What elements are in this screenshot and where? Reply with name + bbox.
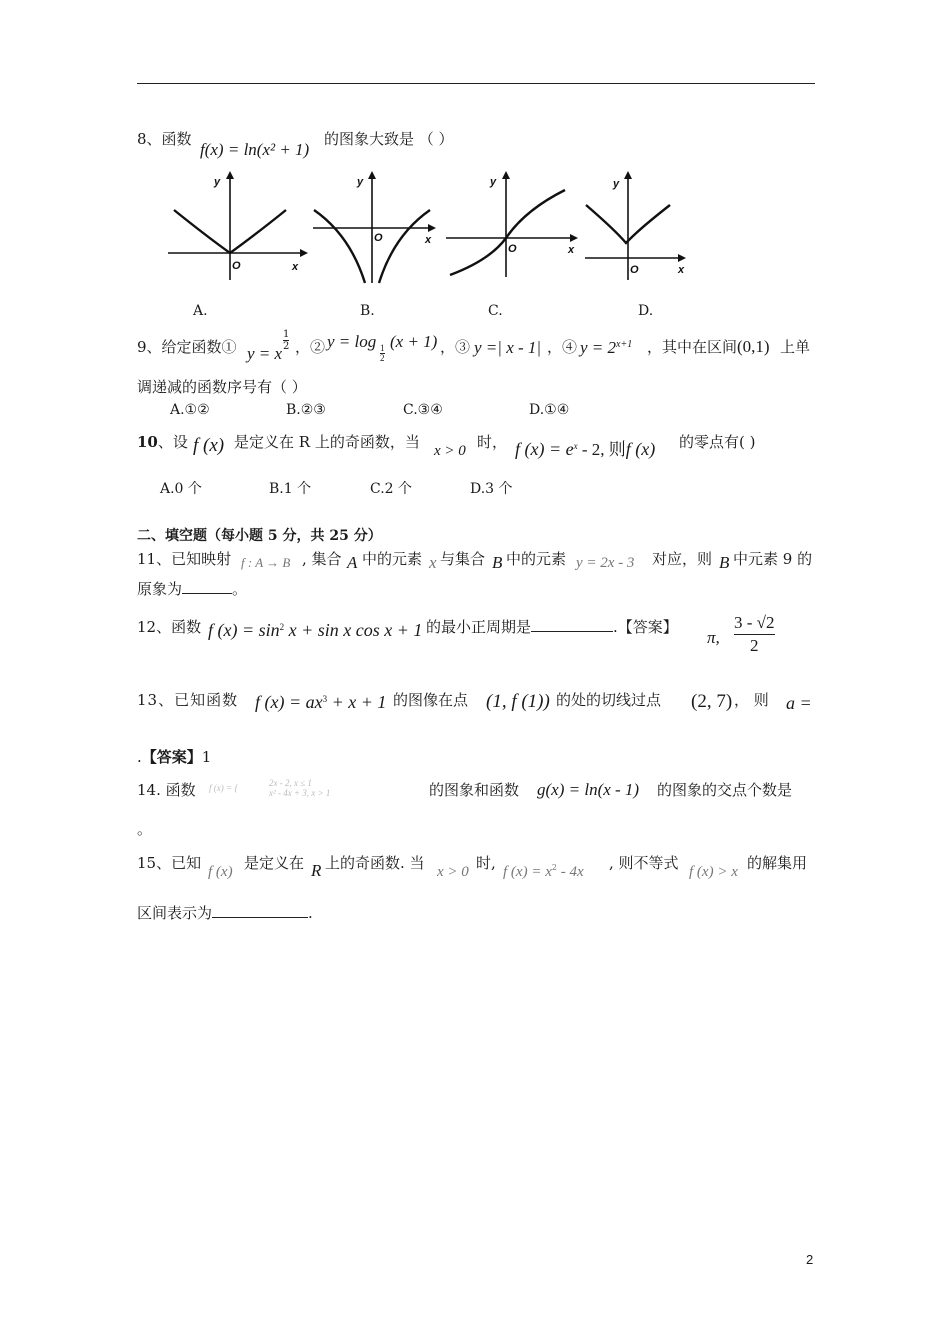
- q9-sep2: [295, 336, 325, 357]
- q14-piecewise: [209, 777, 427, 799]
- q9-line2-text: 调递减的函数序号有（ ）: [137, 378, 307, 396]
- q8-stem: [137, 128, 192, 149]
- q11-map: [241, 553, 290, 571]
- q10-option-a[interactable]: A.0 个: [160, 481, 202, 497]
- q9-suffix: [647, 336, 737, 357]
- q9-f2-base-den: 2: [380, 353, 385, 363]
- q12-ans-pi: π,: [707, 628, 720, 647]
- graph-a-origin: O: [232, 260, 241, 272]
- q13-line1: [137, 689, 238, 710]
- q9-f4: [580, 338, 632, 358]
- q11-y-text: y = 2x - 3: [576, 555, 635, 571]
- q8-prefix: 8、函数: [137, 130, 192, 148]
- q15-R-text: R: [311, 861, 322, 880]
- graph-d-x-label: x: [678, 264, 685, 276]
- q15-t3: [325, 852, 425, 873]
- q13-pt2: [691, 691, 732, 713]
- q9-f1: [247, 344, 282, 364]
- q13-pt2-text: (2, 7): [691, 691, 733, 712]
- page-number: 2: [806, 1252, 814, 1267]
- q10-def-exp: x: [573, 441, 578, 451]
- graph-c: [446, 171, 578, 277]
- q15-line2-text: 区间表示为: [137, 904, 213, 922]
- graph-d-y-label: y: [613, 178, 620, 190]
- q15-t2: [244, 852, 304, 873]
- q14-piece-line2: x² - 4x + 3, x > 1: [269, 788, 331, 798]
- q13-answer-label: 【答案】: [141, 748, 202, 766]
- q9-suffix2-text: 上单: [780, 338, 811, 356]
- q15-line2: [137, 902, 313, 923]
- q15-R: [311, 861, 321, 881]
- q12-t2-text: 的最小正周期是: [426, 618, 532, 636]
- q11-line2-text: 原象为: [137, 580, 183, 598]
- q11-t7-text: 中元素 9 的: [733, 550, 813, 568]
- q11-t6: [652, 548, 712, 569]
- q13-t3-text: 的处的切线过点: [556, 691, 662, 709]
- q14-t3-text: 的图象的交点个数是: [657, 781, 793, 799]
- q14-g-text: g(x) = ln(x - 1): [537, 780, 640, 799]
- q11-t4-text: 与集合: [440, 550, 486, 568]
- q9-option-c[interactable]: C.③④: [403, 402, 443, 418]
- q10-text3: [477, 431, 507, 452]
- q9-f3: [474, 338, 541, 358]
- q8-suffix-text: 的图象大致是 （ ）: [324, 130, 454, 148]
- q10-def-text: f (x) = e: [515, 439, 574, 459]
- q11-line2: [137, 578, 247, 599]
- q12-t1: 12、函数: [137, 618, 202, 636]
- graph-b-origin: O: [374, 232, 383, 244]
- q13-f-rest: + x + 1: [327, 692, 387, 712]
- q10-fx: [193, 435, 224, 457]
- graph-a-x-label: x: [292, 261, 299, 273]
- graph-c-origin: O: [508, 243, 517, 255]
- q9-f1-text: y = x: [247, 344, 283, 363]
- q11-t1: 11、已知映射: [137, 550, 232, 568]
- q12-t2: [426, 616, 678, 637]
- q8-formula-text: f(x) = ln(x² + 1): [200, 140, 310, 159]
- q11-map-text: f : A → B: [241, 555, 291, 570]
- q15-t5: [609, 852, 679, 873]
- header-rule: [137, 83, 815, 84]
- graph-a: [168, 171, 308, 280]
- q9-interval: [737, 337, 770, 357]
- q15-fx-text: f (x): [208, 864, 233, 880]
- q13-t2-text: 的图像在点: [393, 691, 469, 709]
- section2-title: 二、填空题（每小题 5 分，共 25 分）: [137, 528, 382, 544]
- q10-option-d[interactable]: D.3 个: [470, 481, 513, 497]
- q9-f4-exp: x+1: [616, 339, 633, 350]
- q9-option-a[interactable]: A.①②: [170, 402, 210, 418]
- q11-y: [576, 553, 634, 572]
- q8-graphs: [160, 165, 720, 290]
- graph-c-x-label: x: [568, 244, 575, 256]
- q9-f2: [327, 332, 376, 352]
- q9-f2-base: [380, 344, 385, 363]
- q13-dot: .: [137, 748, 142, 766]
- q15-def-rest: - 4x: [556, 864, 584, 880]
- graph-d: [585, 171, 686, 280]
- q9-suffix2: [780, 336, 810, 357]
- q12-f-exp: 2: [279, 622, 285, 632]
- q15-ineq-text: f (x) > x: [689, 864, 738, 880]
- q11-A: [347, 553, 357, 573]
- q10-cond-text: x > 0: [434, 443, 466, 459]
- q12-line1: [137, 616, 201, 637]
- q9-line1: [137, 336, 237, 357]
- q14-t2-text: 的图象和函数: [429, 781, 520, 799]
- q10-text2: [234, 431, 420, 452]
- q8-formula: [200, 140, 309, 160]
- q9-f2-base-num: 1: [380, 343, 385, 353]
- q9-f3-text: y =| x - 1|: [474, 338, 542, 357]
- q13-t3: [556, 689, 661, 710]
- q12-f: [208, 620, 422, 641]
- q15-t1: 15、已知: [137, 854, 202, 872]
- q9-sep2-text: ，②: [295, 338, 326, 356]
- q15-t3-text: 上的奇函数. 当: [325, 854, 425, 872]
- q11-t3: [362, 548, 422, 569]
- q11-t4: [440, 548, 485, 569]
- graph-b: [313, 171, 436, 283]
- q13-f: [255, 692, 386, 713]
- q11-line1: [137, 548, 231, 569]
- q9-sep4: [547, 336, 577, 357]
- q12-answer-blank[interactable]: [531, 617, 613, 632]
- q14-end-text: 。: [137, 820, 153, 838]
- q10-cond: [434, 441, 466, 460]
- q10-def: [515, 435, 655, 460]
- q9-option-d[interactable]: D.①④: [529, 402, 570, 418]
- q15-def-exp: 2: [551, 863, 557, 872]
- q9-line2: [137, 376, 307, 397]
- graph-d-origin: O: [630, 264, 639, 276]
- q9-suffix-text: ，其中在区间: [647, 338, 738, 356]
- q10-text3-text: 时，: [477, 433, 508, 451]
- q12-t3-text: .【答案】: [613, 618, 678, 636]
- q9-f2-text: y = log: [327, 332, 377, 351]
- q10-num: 10: [137, 433, 158, 451]
- q9-f1-exp-den: 2: [283, 341, 290, 352]
- q13-pt: [486, 691, 550, 713]
- q11-end: 。: [232, 580, 248, 598]
- q11-B-text: B: [492, 553, 503, 572]
- q12-f-text: f (x) = sin: [208, 620, 280, 640]
- q15-t5-text: , 则不等式: [609, 854, 679, 872]
- q9-sep3: [440, 336, 470, 357]
- q9-sep4-text: ，④: [547, 338, 578, 356]
- q13-answer-value: 1: [201, 748, 212, 766]
- q13-t2: [393, 689, 468, 710]
- q15-t6-text: 的解集用: [747, 854, 808, 872]
- q15-cond: [437, 862, 469, 881]
- q14-end: [137, 818, 152, 839]
- q8-option-a[interactable]: A.: [193, 303, 208, 319]
- graph-a-y-label: y: [214, 176, 221, 188]
- q11-t5: [506, 548, 566, 569]
- q11-B: [492, 553, 502, 573]
- q11-t7: [733, 548, 812, 569]
- q12-answer: [707, 628, 720, 648]
- q14-t3: [657, 779, 792, 800]
- q13-a: [786, 693, 812, 714]
- q15-end: .: [308, 904, 313, 922]
- q11-t6-text: 对应，则: [652, 550, 713, 568]
- q14-line1: [137, 779, 196, 800]
- q13-t1: 13、已知函数: [137, 691, 239, 709]
- q13-t4: [734, 689, 769, 710]
- q11-answer-blank[interactable]: [182, 579, 232, 594]
- q10-text1: 、设: [157, 433, 188, 451]
- q9-f1-exp-num: 1: [283, 329, 290, 340]
- q15-t4: [476, 852, 496, 873]
- q9-option-b[interactable]: B.②③: [286, 402, 326, 418]
- q14-g: [537, 780, 639, 800]
- q11-t2: [302, 548, 342, 569]
- q11-x-text: x: [429, 553, 437, 572]
- q13-t4-text: ， 则: [734, 691, 769, 709]
- q12-ans-den: 2: [734, 634, 775, 657]
- q8-suffix: [324, 128, 454, 149]
- q9-f1-exp: [283, 329, 289, 352]
- q15-cond-text: x > 0: [437, 864, 469, 880]
- q15-def-text: f (x) = x: [503, 864, 552, 880]
- q15-line1: [137, 852, 201, 873]
- q10-text4-text: 的零点有( ): [679, 433, 756, 451]
- q11-t2-text: , 集合: [302, 550, 342, 568]
- q15-answer-blank[interactable]: [212, 903, 308, 918]
- q13-a-text: a =: [786, 693, 812, 713]
- q8-option-d[interactable]: D.: [638, 303, 654, 319]
- q10-text4: [679, 431, 755, 452]
- q9-sep3-text: ，③: [440, 338, 471, 356]
- q14-t2: [429, 779, 519, 800]
- q15-def: [503, 862, 584, 881]
- q15-t6: [747, 852, 807, 873]
- q15-ineq: [689, 862, 738, 881]
- q10-fx2: f (x): [625, 439, 656, 459]
- q15-fx: [208, 862, 233, 881]
- q12-f-rest: x + sin x cos x + 1: [284, 620, 423, 640]
- q8-option-c[interactable]: C.: [488, 303, 503, 319]
- q8-option-b[interactable]: B.: [360, 303, 375, 319]
- q10-line1: [137, 431, 188, 452]
- q9-f2-arg-text: (x + 1): [390, 332, 438, 351]
- q12-fraction: [734, 612, 775, 657]
- q9-interval-text: (0,1): [737, 337, 770, 356]
- q14-piece-label: f (x) = {: [209, 783, 238, 793]
- q15-t4-text: 时,: [476, 854, 496, 872]
- q10-text2-text: 是定义在 R 上的奇函数，当: [234, 433, 420, 451]
- q10-fx-text: f (x): [193, 435, 225, 456]
- q11-t5-text: 中的元素: [506, 550, 567, 568]
- q11-B2: [719, 553, 729, 573]
- q12-ans-num: 3 - √2: [734, 613, 775, 632]
- q13-line2: [137, 746, 211, 767]
- graph-b-x-label: x: [425, 234, 432, 246]
- q13-pt-text: (1, f (1)): [486, 691, 550, 712]
- q10-option-c[interactable]: C.2 个: [370, 481, 413, 497]
- q9-prefix: 9、给定函数①: [137, 338, 237, 356]
- graph-b-y-label: y: [357, 176, 364, 188]
- q10-option-b[interactable]: B.1 个: [269, 481, 312, 497]
- q14-piece-line1: 2x - 2, x ≤ 1: [269, 778, 312, 788]
- q9-f2-arg: [390, 332, 437, 352]
- q11-B2-text: B: [719, 553, 730, 572]
- q13-f-text: f (x) = ax: [255, 692, 323, 712]
- q13-f-exp: 3: [322, 694, 328, 704]
- q11-x: [429, 553, 437, 573]
- q10-def-rest: - 2, 则: [577, 440, 626, 459]
- q15-t2-text: 是定义在: [244, 854, 305, 872]
- q11-A-text: A: [347, 553, 358, 572]
- q11-t3-text: 中的元素: [362, 550, 423, 568]
- graph-c-y-label: y: [490, 176, 497, 188]
- q14-t1: 14. 函数: [137, 781, 196, 799]
- q9-f4-text: y = 2: [580, 338, 617, 357]
